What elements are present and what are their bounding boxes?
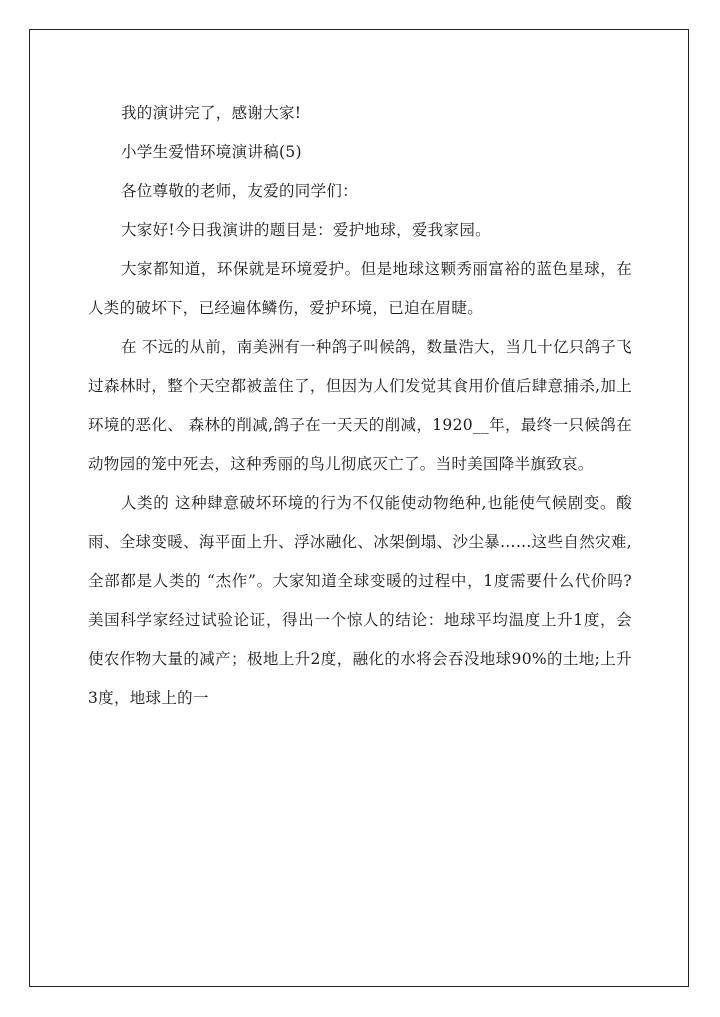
body-paragraph: 人类的 这种肆意破坏环境的行为不仅能使动物绝种,也能使气候剧变。酸雨、全球变暖、海平面上升、浮冰融化、冰架倒塌、沙尘暴……这些自然灾难,全部都是人类的 “杰作”。大家知道全球变暖的过程中，1度需要什么代价吗?美国科学家经过试验论证，得出一个惊人的结论：地球平均温度上升1度，会使农作物大量的减产；极地上升2度，融化的水将会吞没地球90%的土地;上升3度，地球上的一 [88,494,632,707]
speech-title: 小学生爱惜环境演讲稿(5) [121,143,302,161]
body-paragraph: 在 不远的从前，南美洲有一种鸽子叫候鸽，数量浩大，当几十亿只鸽子飞过森林时，整个天空都被盖住了，但因为人们发觉其食用价值后肆意捕杀,加上环境的恶化、 森林的削减,鸽子在一天天的削减，1920__年，最终一只候鸽在动物园的笼中死去，这种秀丽的鸟儿彻底灭亡了。当时美国降半旗致哀。 [88,338,632,473]
greeting-paragraph: 大家好!今日我演讲的题目是：爱护地球，爱我家园。 [121,221,491,239]
body-paragraph: 大家都知道，环保就是环境爱护。但是地球这颗秀丽富裕的蓝色星球，在人类的破坏下，已经遍体鳞伤，爱护环境，已迫在眉睫。 [88,260,632,317]
salutation: 各位尊敬的老师，友爱的同学们： [121,182,359,200]
document-body [88,94,632,718]
closing-line: 我的演讲完了，感谢大家! [121,104,302,122]
